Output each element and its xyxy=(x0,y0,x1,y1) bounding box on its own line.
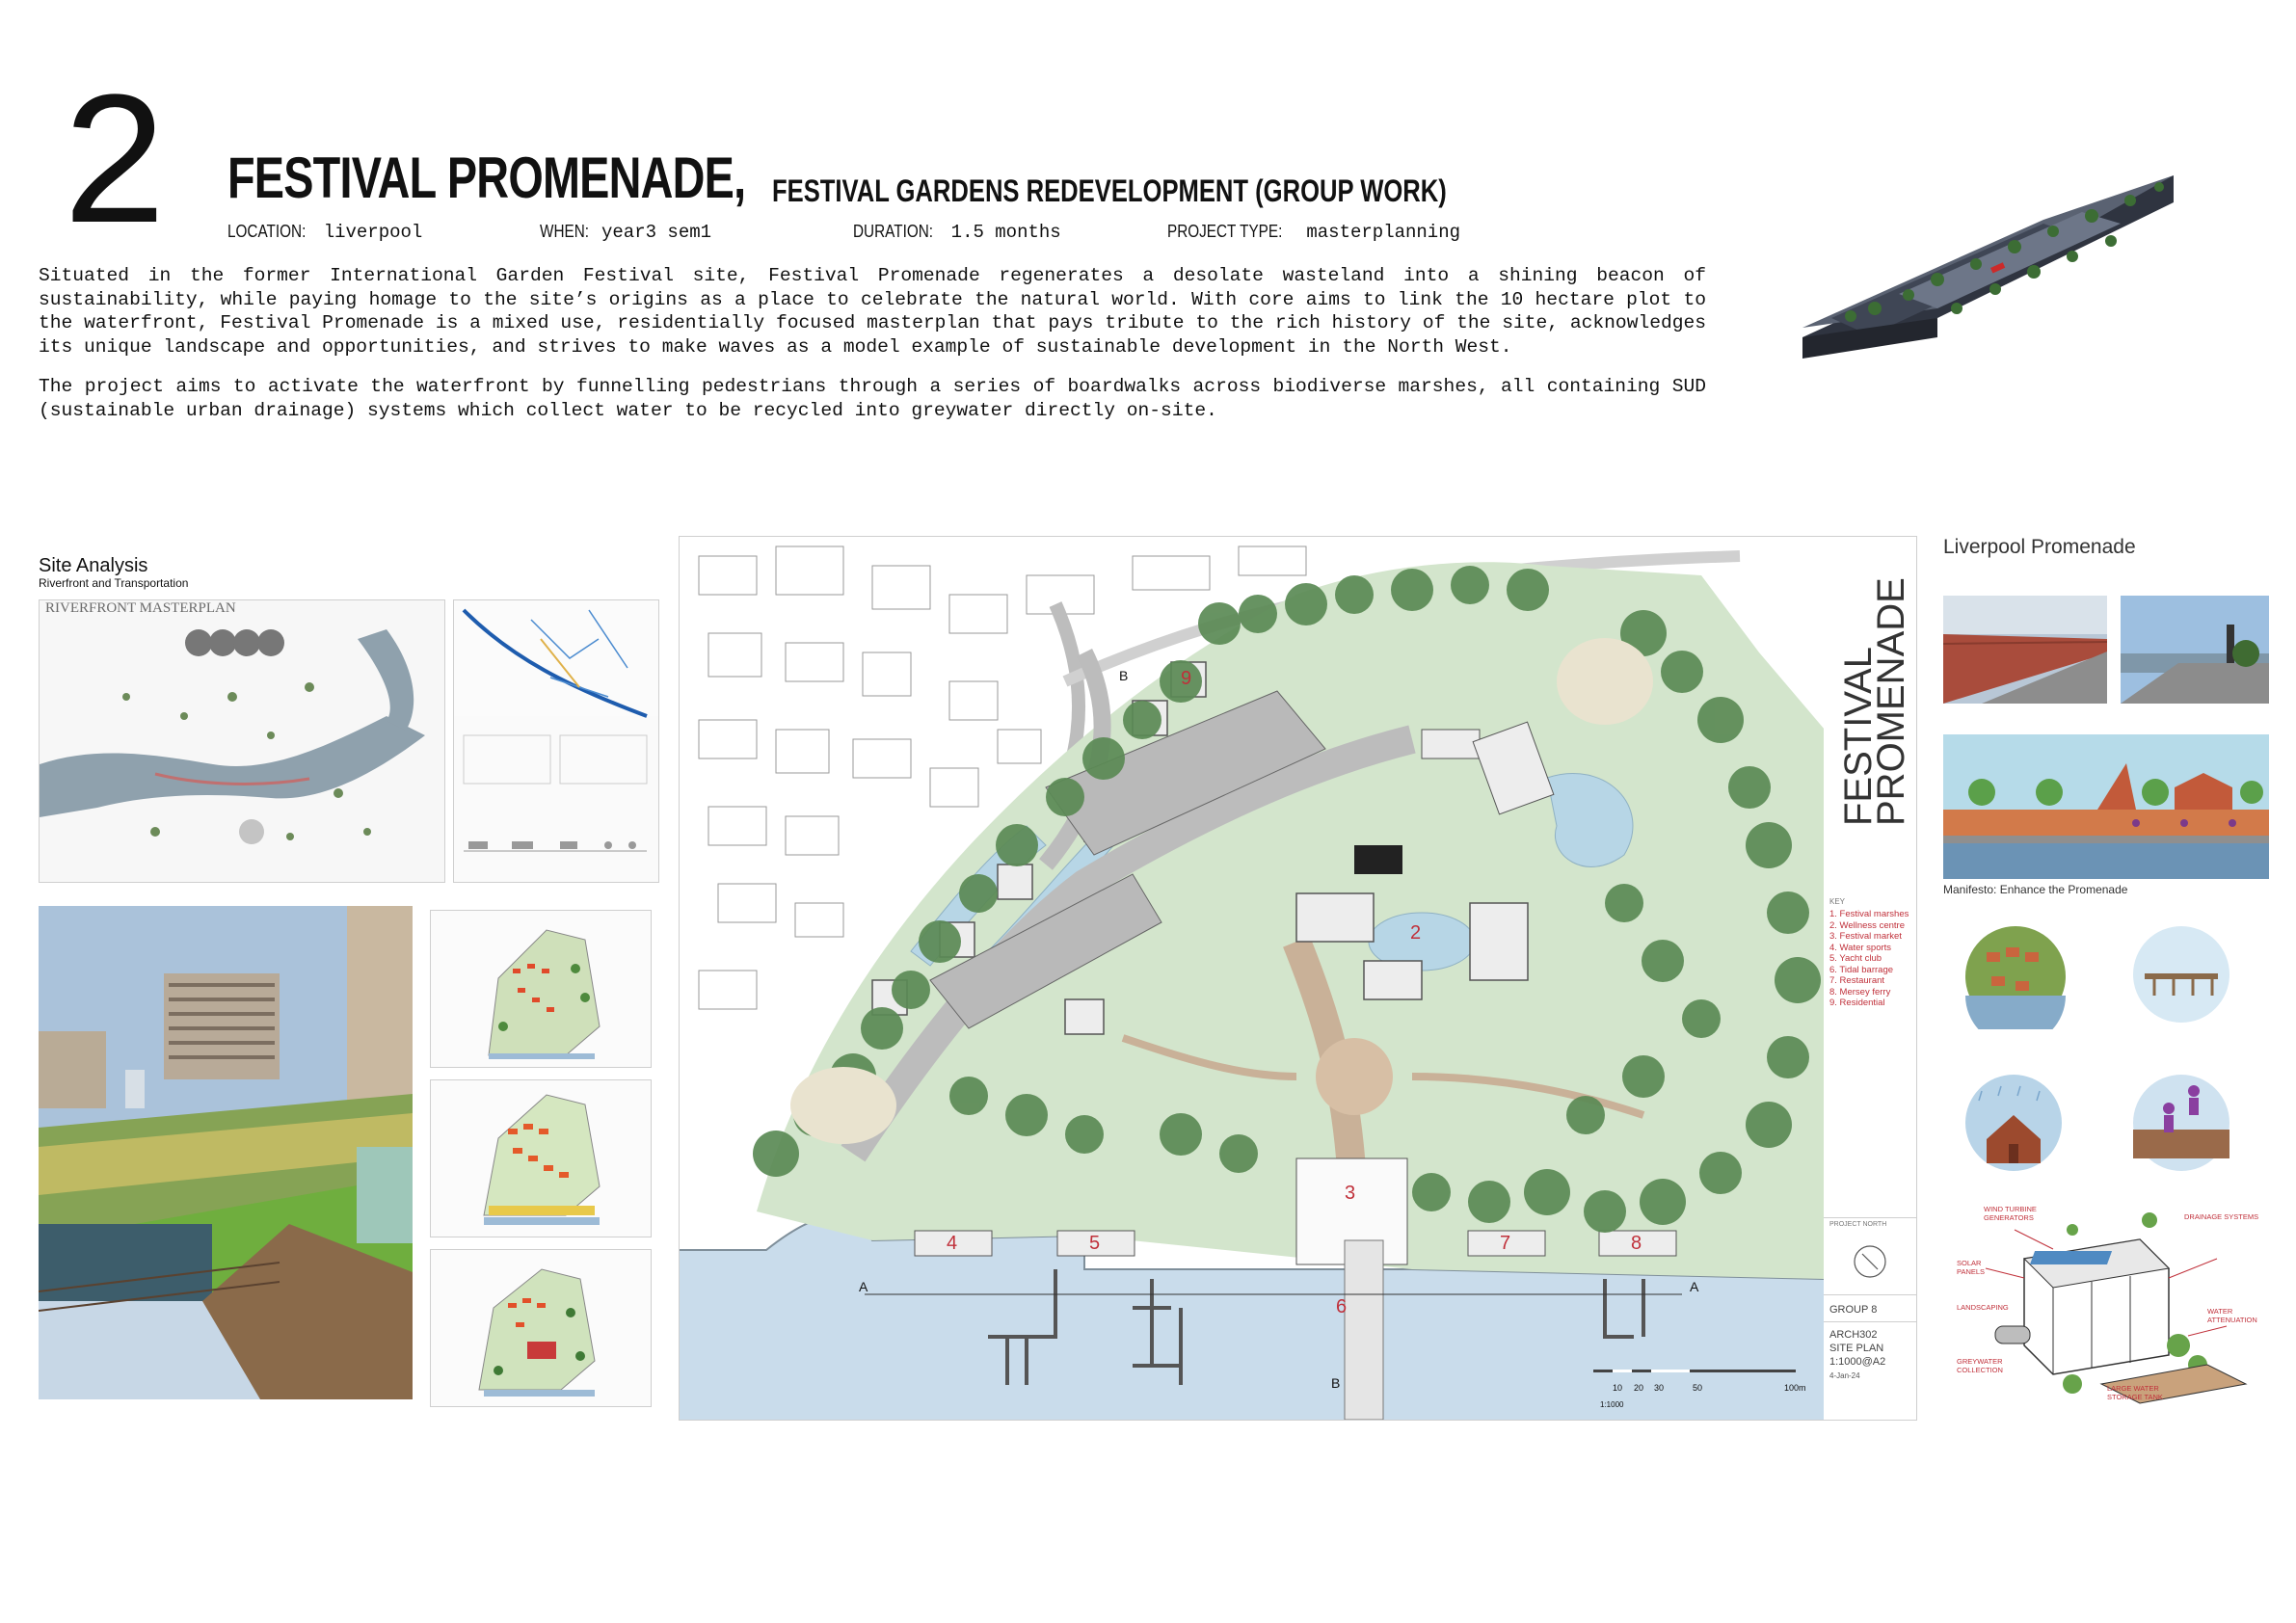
riverfront-map-title: RIVERFRONT MASTERPLAN xyxy=(45,600,236,616)
meta-project-type: PROJECT TYPE: masterplanning xyxy=(1167,222,1461,243)
project-number: 2 xyxy=(64,57,166,261)
project-subtitle: FESTIVAL GARDENS REDEVELOPMENT (GROUP WORK) xyxy=(772,173,1447,208)
scale-tick: 20 xyxy=(1634,1383,1644,1393)
key-item: 7. Restaurant xyxy=(1829,975,1885,986)
site-plan-drawing xyxy=(680,537,1825,1420)
section-marker-b-bottom: B xyxy=(1331,1375,1341,1391)
transport-map-graphic xyxy=(454,600,658,882)
label-building-4: 4 xyxy=(947,1233,958,1254)
promenade-photo-1 xyxy=(1943,596,2107,704)
divider xyxy=(1824,1294,1916,1295)
intro-paragraph: Situated in the former International Garden Festival site, Festival Promenade regenerates a desolate wasteland into a shining beacon of sustainability, while paying homage to the site’s origins as a place to celebrate the natural world. With core aims to link the 10 hectare plot to the waterfront, Festival Promenade is a mixed use, residentially focused masterplan that pays tribute to the rich history of the site, acknowledges its unique landscape and opportunities, and strives to make waves as a model example of sustainable development in the North West. xyxy=(39,265,1706,358)
sheet-name: SITE PLAN xyxy=(1829,1343,1884,1354)
divider xyxy=(1824,1321,1916,1322)
manifesto-icon-people xyxy=(2130,1072,2232,1174)
section-marker-b-top: B xyxy=(1119,668,1129,683)
group-label: GROUP 8 xyxy=(1829,1304,1878,1316)
masterplan-option-1 xyxy=(430,910,652,1068)
meta-when: WHEN: year3 sem1 xyxy=(540,222,712,243)
scale-tick: 30 xyxy=(1654,1383,1665,1393)
collage-graphic xyxy=(39,906,413,1399)
meta-duration: DURATION: 1.5 months xyxy=(853,222,1061,243)
section-marker-a-left: A xyxy=(859,1279,868,1294)
key-item: 5. Yacht club xyxy=(1829,953,1882,964)
key-item: 3. Festival market xyxy=(1829,931,1902,942)
manifesto-caption: Manifesto: Enhance the Promenade xyxy=(1943,883,2128,896)
label-building-6: 6 xyxy=(1336,1296,1348,1317)
module-code: ARCH302 xyxy=(1829,1329,1878,1341)
manifesto-icon-pier xyxy=(2130,923,2232,1025)
site-plan-key xyxy=(1829,909,1909,1009)
option-1-graphic xyxy=(431,911,651,1067)
manifesto-icon-residential xyxy=(1962,923,2069,1029)
site-plan-sheet xyxy=(679,536,1826,1421)
key-item: 1. Festival marshes xyxy=(1829,909,1909,919)
label-building-3: 3 xyxy=(1345,1183,1356,1204)
north-label: PROJECT NORTH xyxy=(1829,1221,1887,1228)
sketch-note: WATER ATTENUATION xyxy=(2207,1307,2257,1324)
option-3-graphic xyxy=(431,1250,651,1406)
promenade-photo-2 xyxy=(2121,596,2269,704)
site-analysis-subtitle: Riverfront and Transportation xyxy=(39,576,189,590)
label-building-8: 8 xyxy=(1631,1233,1642,1254)
vertical-title-promenade: PROMENADE xyxy=(1870,577,1912,826)
meta-location: LOCATION: liverpool xyxy=(227,222,423,243)
title-block xyxy=(227,145,1447,211)
key-item: 8. Mersey ferry xyxy=(1829,986,1891,998)
section-marker-a-right: A xyxy=(1690,1279,1699,1294)
key-item: 6. Tidal barrage xyxy=(1829,964,1894,975)
manifesto-icon-rain xyxy=(1962,1072,2065,1174)
river-map-graphic xyxy=(40,600,444,882)
masterplan-option-2 xyxy=(430,1079,652,1237)
key-title: KEY xyxy=(1829,897,1846,906)
isometric-model-image xyxy=(1793,173,2178,414)
liverpool-promenade-title: Liverpool Promenade xyxy=(1943,536,2136,558)
sheet-scale: 1:1000@A2 xyxy=(1829,1356,1886,1368)
key-item: 9. Residential xyxy=(1829,998,1885,1008)
sketch-note: GREYWATER COLLECTION xyxy=(1957,1357,2003,1374)
transport-map xyxy=(453,599,659,883)
key-item: 4. Water sports xyxy=(1829,942,1892,953)
divider xyxy=(1824,1217,1916,1218)
scale-tick: 50 xyxy=(1693,1383,1703,1393)
sketch-note: WIND TURBINE GENERATORS xyxy=(1984,1205,2037,1222)
sketch-note: LARGE WATER STORAGE TANK xyxy=(2107,1384,2163,1401)
label-building-5: 5 xyxy=(1089,1233,1101,1254)
scale-label: 1:1000 xyxy=(1600,1400,1624,1409)
label-building-9: 9 xyxy=(1181,668,1192,689)
scale-tick: 100m xyxy=(1784,1383,1806,1393)
sketch-note: LANDSCAPING xyxy=(1957,1303,2009,1312)
project-title: FESTIVAL PROMENADE, xyxy=(227,146,746,210)
key-item: 2. Wellness centre xyxy=(1829,919,1905,931)
promenade-collage-image xyxy=(39,906,413,1399)
aims-paragraph: The project aims to activate the waterfront by funnelling pedestrians through a series of boardwalks across biodiverse marshes, all containing SUD (sustainable urban drainage) systems which collect water to be recycled into greywater directly on-site. xyxy=(39,376,1706,421)
vertical-title-festival: FESTIVAL xyxy=(1837,647,1880,826)
masterplan-option-3 xyxy=(430,1249,652,1407)
label-building-7: 7 xyxy=(1500,1233,1511,1254)
option-2-graphic xyxy=(431,1080,651,1237)
scale-tick: 10 xyxy=(1613,1383,1623,1393)
riverfront-masterplan-map xyxy=(39,599,445,883)
scale-bar xyxy=(1593,1368,1805,1381)
sketch-note: SOLAR PANELS xyxy=(1957,1259,1986,1276)
promenade-illustration xyxy=(1943,734,2269,879)
north-arrow-icon xyxy=(1853,1244,1887,1279)
sketch-note: DRAINAGE SYSTEMS xyxy=(2184,1212,2259,1221)
site-analysis-title: Site Analysis xyxy=(39,555,148,576)
sheet-date: 4-Jan-24 xyxy=(1829,1371,1860,1380)
title-strip xyxy=(1824,536,1917,1421)
label-building-2: 2 xyxy=(1410,922,1422,944)
